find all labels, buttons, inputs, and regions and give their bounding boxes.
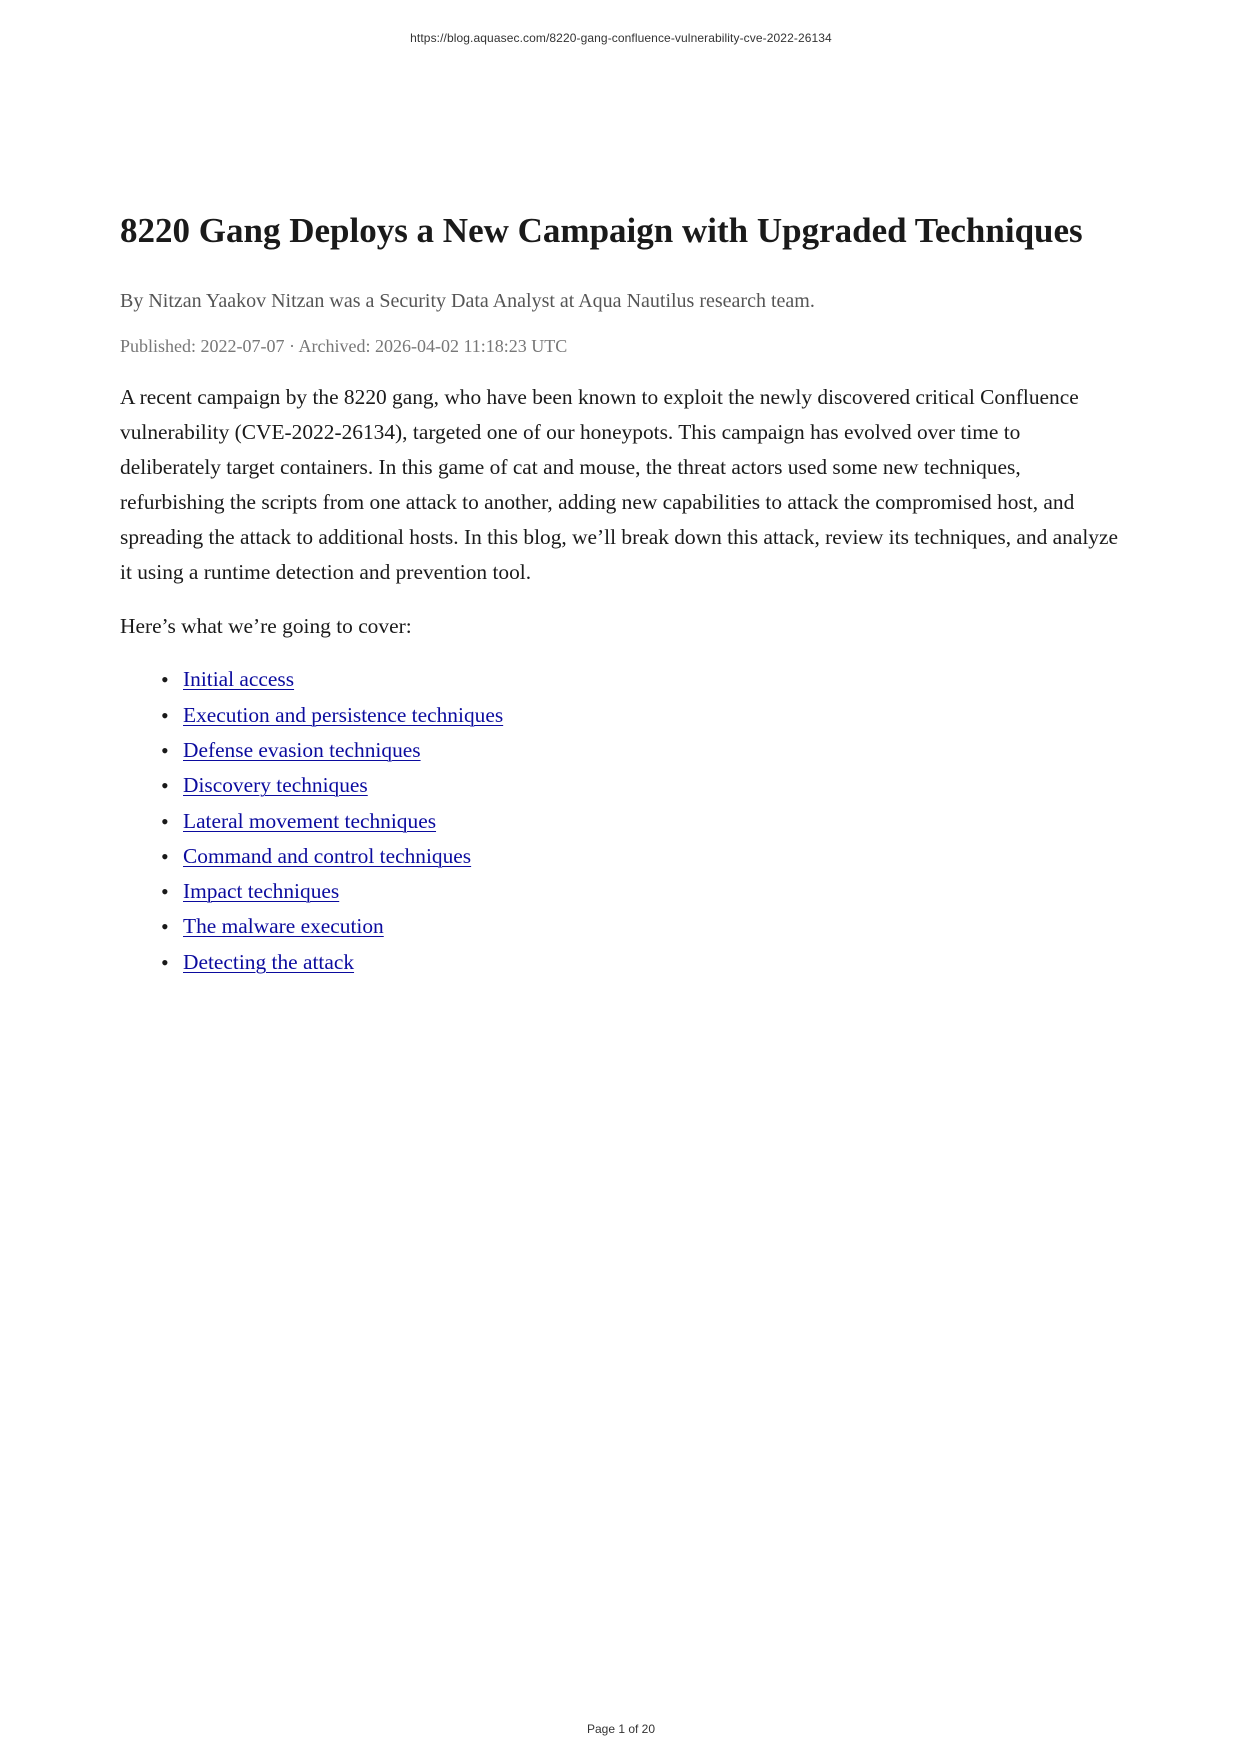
bullet-icon: • [161, 773, 169, 799]
bullet-icon: • [161, 737, 169, 763]
list-item [161, 804, 1122, 839]
toc-link-initial-access[interactable]: Initial access [183, 667, 295, 692]
list-item [161, 662, 1122, 697]
bullet-icon: • [161, 843, 169, 869]
bullet-icon: • [161, 702, 169, 728]
page-url: https://blog.aquasec.com/8220-gang-confluence-vulnerability-cve-2022-26134 [410, 31, 832, 45]
article-byline: By Nitzan Yaakov Nitzan was a Security Data Analyst at Aqua Nautilus research team. [120, 290, 815, 312]
toc-link-command-control[interactable]: Command and control techniques [183, 843, 472, 868]
toc-link-detecting-attack[interactable]: Detecting the attack [183, 949, 355, 974]
toc-link-execution-persistence[interactable]: Execution and persistence techniques [183, 702, 504, 727]
intro-paragraph: A recent campaign by the 8220 gang, who have been known to exploit the newly discovered critical Confluence vulnerability (CVE-2022-26134), targeted one of our honeypots. This campaign has evolved over time to deliberately target containers. In this game of cat and mouse, the threat actors used some new techniques, refurbishing the scripts from one attack to another, adding new capabilities to attack the compromised host, and spreading the attack to additional hosts. In this blog, we’ll break down this attack, review its techniques, and analyze it using a runtime detection and prevention tool. [120, 385, 1118, 585]
bullet-icon: • [161, 879, 169, 905]
bullet-icon: • [161, 667, 169, 693]
list-item [161, 909, 1122, 944]
article [120, 210, 1122, 980]
list-item [161, 733, 1122, 768]
bullet-icon: • [161, 949, 169, 975]
cover-lead: Here’s what we’re going to cover: [120, 614, 412, 639]
table-of-contents [120, 662, 1122, 980]
toc-link-malware-execution[interactable]: The malware execution [183, 914, 384, 939]
list-item [161, 945, 1122, 980]
toc-link-defense-evasion[interactable]: Defense evasion techniques [183, 737, 421, 762]
toc-link-impact[interactable]: Impact techniques [183, 879, 340, 904]
article-title: 8220 Gang Deploys a New Campaign with Upgraded Techniques [120, 211, 1083, 250]
toc-link-lateral-movement[interactable]: Lateral movement techniques [183, 808, 437, 833]
toc-link-discovery[interactable]: Discovery techniques [183, 773, 368, 798]
bullet-icon: • [161, 914, 169, 940]
list-item [161, 768, 1122, 803]
list-item [161, 839, 1122, 874]
list-item [161, 698, 1122, 733]
list-item [161, 874, 1122, 909]
page-number: Page 1 of 20 [586, 1722, 656, 1736]
article-meta: Published: 2022-07-07 · Archived: 2026-04-02 11:18:23 UTC [120, 336, 568, 356]
bullet-icon: • [161, 808, 169, 834]
